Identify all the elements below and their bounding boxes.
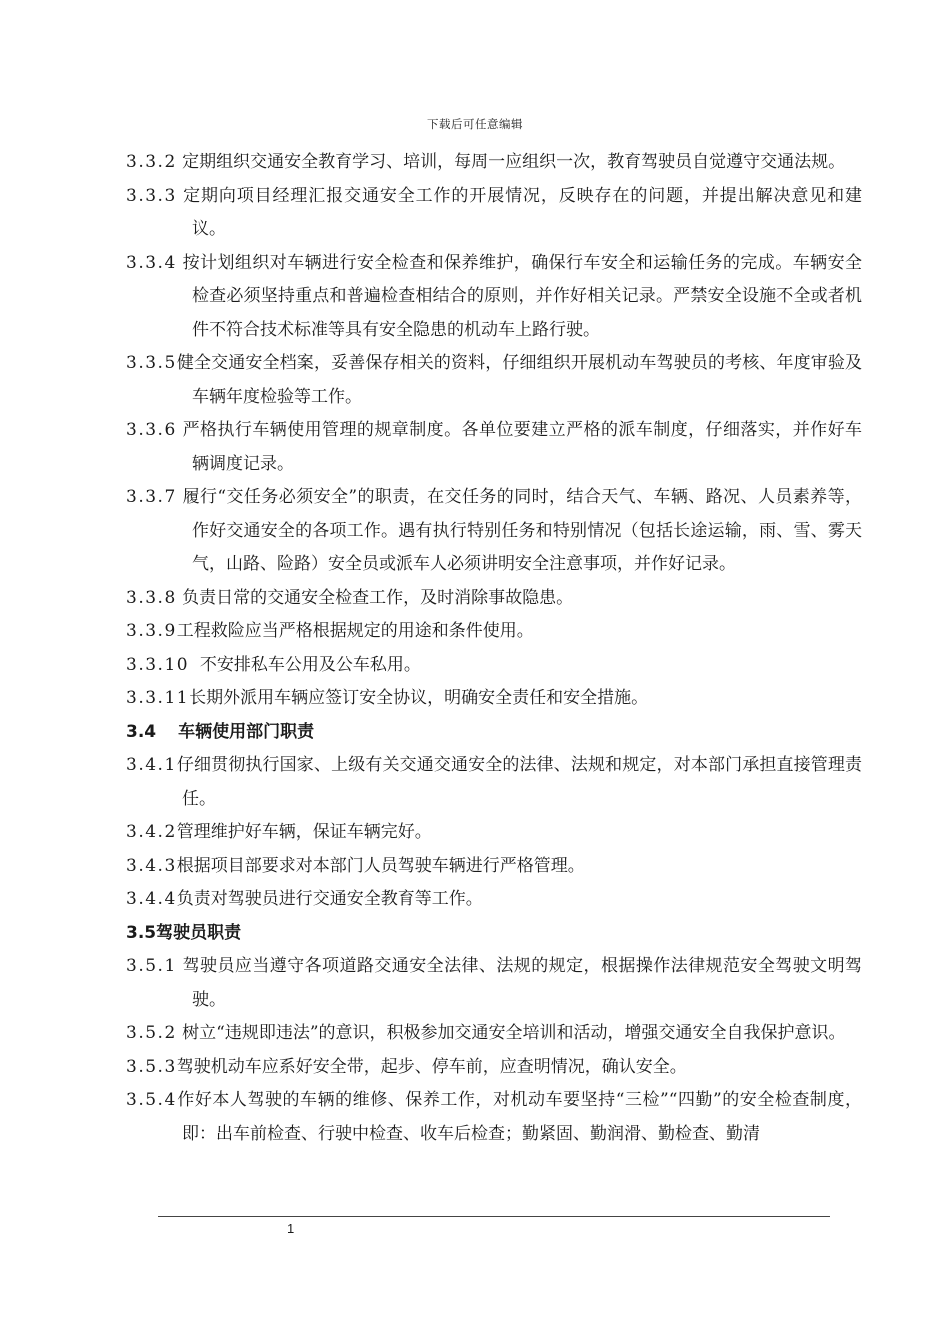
paragraph-3-3-3: 3.3.3 定期向项目经理汇报交通安全工作的开展情况，反映存在的问题，并提出解决意见和建议。 — [126, 185, 862, 239]
paragraph-3-5-1: 3.5.1 驾驶员应当遵守各项道路交通安全法律、法规的规定，根据操作法律规范安全驾驶文明驾驶。 — [126, 956, 863, 1010]
paragraph-3-4-3: 3.4.3根据项目部要求对本部门人员驾驶车辆进行严格管理。 — [126, 855, 585, 876]
paragraph-3-3-9: 3.3.9工程救险应当严格根据规定的用途和条件使用。 — [126, 621, 534, 641]
paragraph-3-4-4: 3.4.4负责对驾驶员进行交通安全教育等工作。 — [126, 889, 483, 909]
paragraph-3-3-11: 3.3.11长期外派用车辆应签订安全协议，明确安全责任和安全措施。 — [126, 688, 649, 708]
paragraph-3-3-10: 3.3.10 不安排私车公用及公车私用。 — [126, 654, 421, 675]
section-heading-3-4: 3.4 车辆使用部门职责 — [126, 721, 315, 742]
paragraph-3-4-2: 3.4.2管理维护好车辆，保证车辆完好。 — [126, 822, 432, 842]
paragraph-3-3-7: 3.3.7 履行“交任务必须安全”的职责，在交任务的同时，结合天气、车辆、路况、人员素养等，作好交通安全的各项工作。遇有执行特别任务和特别情况（包括长途运输，雨、雪、雾天气，山路、险路）安全员或派车人必须讲明安全注意事项，并作好记录。 — [126, 487, 863, 574]
paragraph-3-3-6: 3.3.6 严格执行车辆使用管理的规章制度。各单位要建立严格的派车制度，仔细落实，并作好车辆调度记录。 — [126, 420, 863, 474]
paragraph-3-3-8: 3.3.8 负责日常的交通安全检查工作，及时消除事故隐患。 — [126, 587, 574, 608]
footer-divider — [158, 1216, 830, 1217]
page-number: 1 — [287, 1221, 295, 1236]
paragraph-3-3-5: 3.3.5健全交通安全档案，妥善保存相关的资料，仔细组织开展机动车驾驶员的考核、年度审验及车辆年度检验等工作。 — [126, 353, 862, 407]
paragraph-3-4-1: 3.4.1仔细贯彻执行国家、上级有关交通交通安全的法律、法规和规定，对本部门承担直接管理责任。 — [126, 755, 862, 809]
paragraph-3-3-2: 3.3.2 定期组织交通安全教育学习、培训，每周一应组织一次，教育驾驶员自觉遵守交通法规。 — [126, 152, 846, 172]
paragraph-3-3-4: 3.3.4 按计划组织对车辆进行安全检查和保养维护，确保行车安全和运输任务的完成。车辆安全检查必须坚持重点和普遍检查相结合的原则，并作好相关记录。严禁安全设施不全或者机件不符合技术标准等具有安全隐患的机动车上路行驶。 — [126, 252, 863, 340]
section-heading-3-5: 3.5驾驶员职责 — [126, 922, 242, 943]
paragraph-3-5-4: 3.5.4作好本人驾驶的车辆的维修、保养工作，对机动车要坚持“三检”“四勤”的安全检查制度，即：出车前检查、行驶中检查、收车后检查；勤紧固、勤润滑、勤检查、勤清 — [126, 1090, 862, 1144]
paragraph-3-5-2: 3.5.2 树立“违规即违法”的意识，积极参加交通安全培训和活动，增强交通安全自我保护意识。 — [126, 1023, 846, 1043]
document-body — [126, 146, 862, 1151]
page-header: 下载后可任意编辑 — [427, 117, 523, 131]
paragraph-3-5-3: 3.5.3驾驶机动车应系好安全带，起步、停车前，应查明情况，确认安全。 — [126, 1056, 687, 1077]
